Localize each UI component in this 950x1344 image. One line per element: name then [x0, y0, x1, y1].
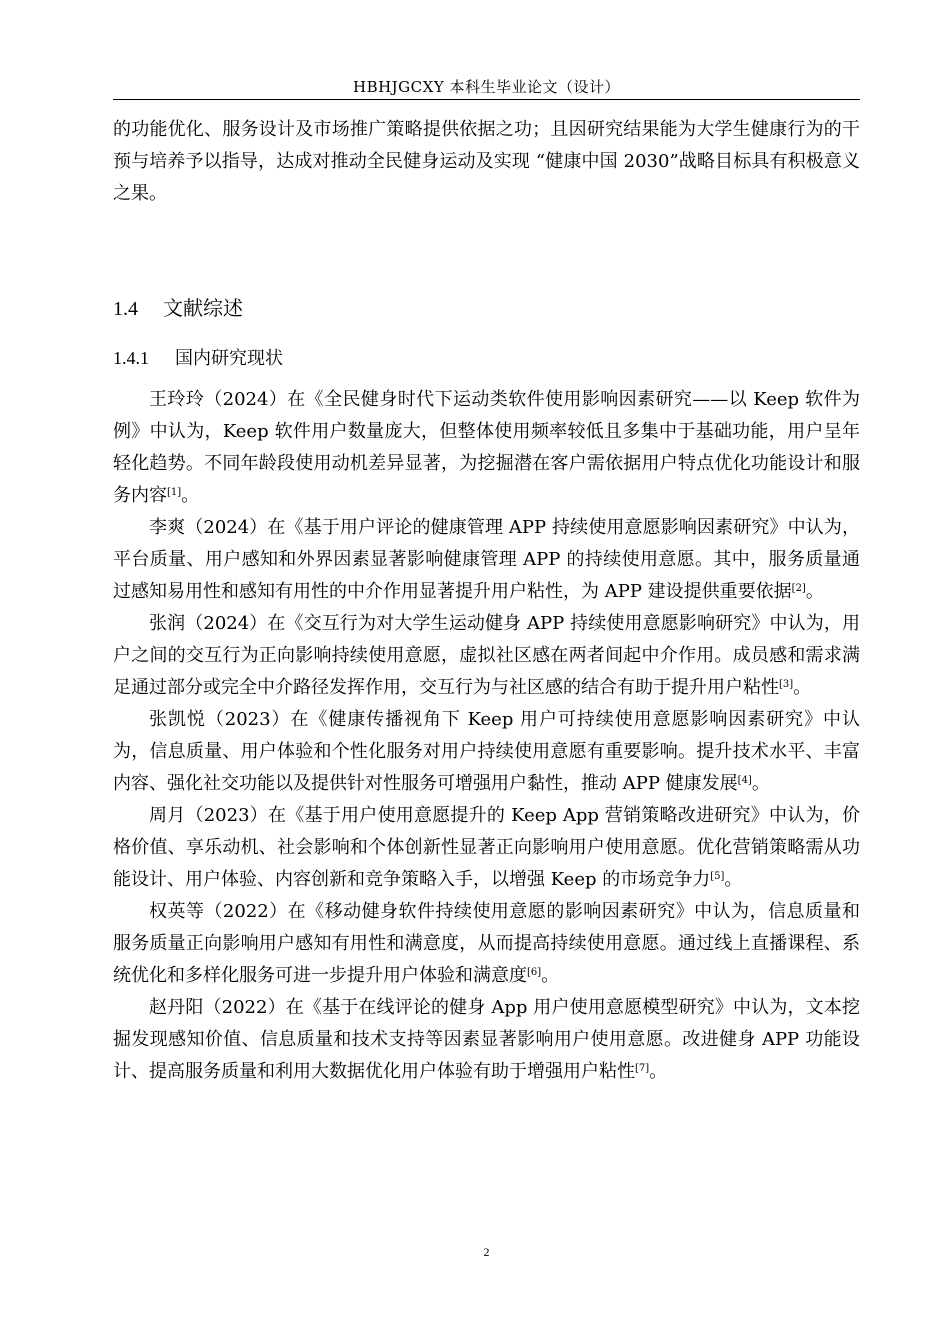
paragraph-spacer	[113, 375, 860, 384]
subsection-title: 国内研究现状	[175, 348, 283, 369]
literature-paragraph: 权英等（2022）在《移动健身软件持续使用意愿的影响因素研究》中认为，信息质量和服务质量正向影响用户感知有用性和满意度，从而提高持续使用意愿。通过线上直播课程、系统优化和多样化服务可进一步提升用户体验和满意度[6]。	[113, 901, 860, 986]
section-title: 文献综述	[163, 296, 243, 320]
section-spacer	[113, 210, 860, 292]
literature-paragraph: 赵丹阳（2022）在《基于在线评论的健身 App 用户使用意愿模型研究》中认为，文本挖掘发现感知价值、信息质量和技术支持等因素显著影响用户使用意愿。改进健身 APP 功能设计、提高服务质量和利用大数据优化用户体验有助于增强用户粘性[7]。	[113, 997, 860, 1082]
citation-ref: [7]	[635, 1063, 650, 1074]
subsection-heading	[113, 342, 860, 375]
citation-ref: [5]	[710, 871, 725, 882]
literature-paragraph: 李爽（2024）在《基于用户评论的健康管理 APP 持续使用意愿影响因素研究》中认为，平台质量、用户感知和外界因素显著影响健康管理 APP 的持续使用意愿。其中，服务质量通过感知易用性和感知有用性的中介作用显著提升用户粘性，为 APP 建设提供重要依据[2]。	[113, 517, 860, 602]
page-number: 2	[483, 1245, 490, 1259]
citation-ref: [6]	[527, 967, 542, 978]
literature-paragraph: 张润（2024）在《交互行为对大学生运动健身 APP 持续使用意愿影响研究》中认为，用户之间的交互行为正向影响持续使用意愿，虚拟社区感在两者间起中介作用。成员感和需求满足通过部分或完全中介路径发挥作用，交互行为与社区感的结合有助于提升用户粘性[3]。	[113, 613, 860, 698]
subsection-number: 1.4.1	[113, 348, 149, 368]
section-heading	[113, 292, 860, 325]
intro-paragraph: 的功能优化、服务设计及市场推广策略提供依据之功；且因研究结果能为大学生健康行为的干预与培养予以指导，达成对推动全民健身运动及实现 “健康中国 2030”战略目标具有积极意义之果。	[113, 119, 860, 204]
citation-ref: [3]	[779, 679, 794, 690]
citation-ref: [4]	[737, 775, 752, 786]
subsection-spacer	[113, 325, 860, 342]
section-number: 1.4	[113, 298, 138, 320]
literature-paragraph: 张凯悦（2023）在《健康传播视角下 Keep 用户可持续使用意愿影响因素研究》中认为，信息质量、用户体验和个性化服务对用户持续使用意愿有重要影响。提升技术水平、丰富内容、强化社交功能以及提供针对性服务可增强用户黏性，推动 APP 健康发展[4]。	[113, 709, 860, 794]
citation-ref: [1]	[167, 487, 182, 498]
header-divider	[113, 99, 860, 100]
page-header: HBHJGCXY 本科生毕业论文（设计）	[352, 78, 620, 96]
citation-ref: [2]	[791, 583, 806, 594]
literature-paragraph: 王玲玲（2024）在《全民健身时代下运动类软件使用影响因素研究——以 Keep 软件为例》中认为，Keep 软件用户数量庞大，但整体使用频率较低且多集中于基础功能，用户呈年轻化趋势。不同年龄段使用动机差异显著，为挖掘潜在客户需依据用户特点优化功能设计和服务内容[1]。	[113, 389, 860, 506]
literature-paragraph: 周月（2023）在《基于用户使用意愿提升的 Keep App 营销策略改进研究》中认为，价格价值、享乐动机、社会影响和个体创新性显著正向影响用户使用意愿。优化营销策略需从功能设计、用户体验、内容创新和竞争策略入手，以增强 Keep 的市场竞争力[5]。	[113, 805, 860, 890]
page-body	[113, 114, 860, 1088]
